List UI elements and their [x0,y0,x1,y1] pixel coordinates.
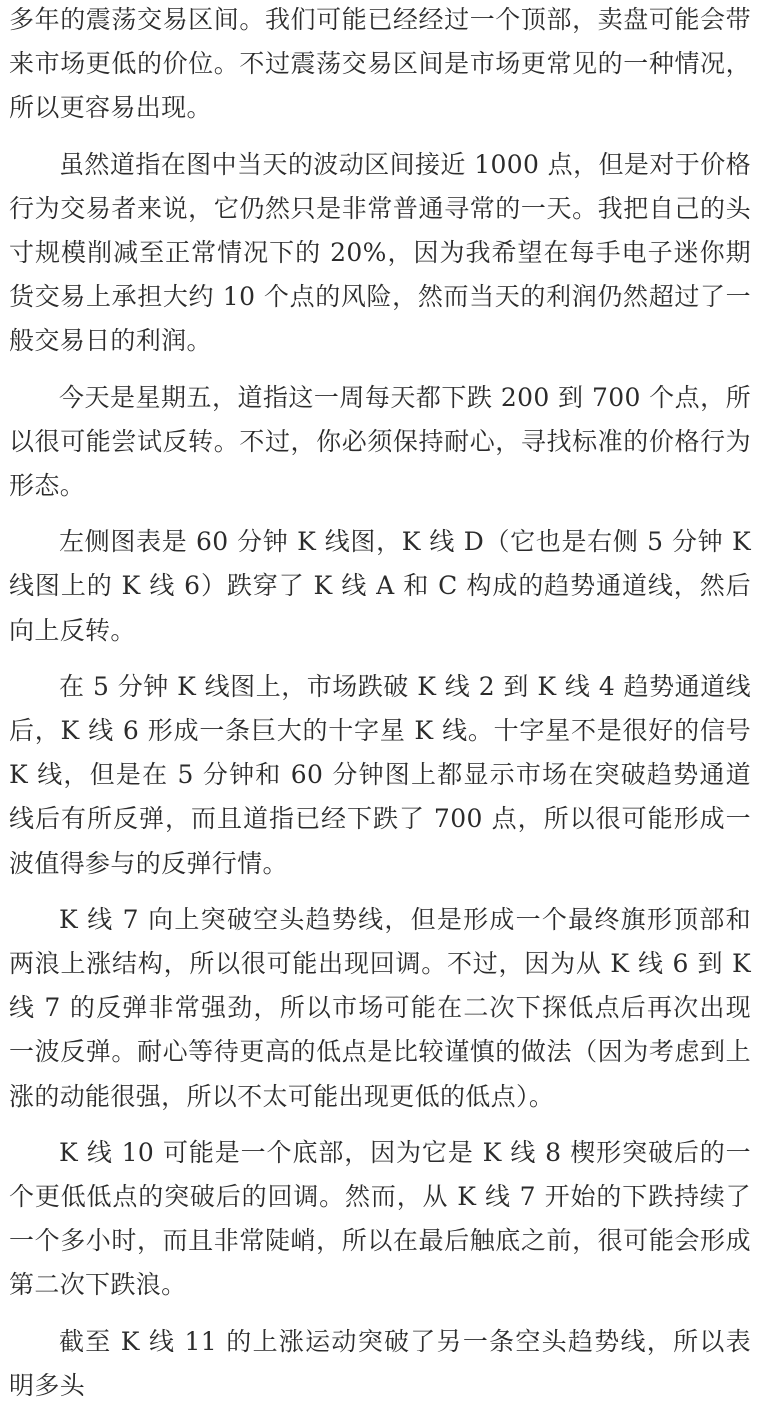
paragraph-3: 今天是星期五，道指这一周每天都下跌 200 到 700 个点，所以很可能尝试反转。不过，你必须保持耐心，寻找标准的价格行为形态。 [9,382,751,500]
paragraph-6: K 线 7 向上突破空头趋势线，但是形成一个最终旗形顶部和两浪上涨结构，所以很可能出现回调。不过，因为从 K 线 6 到 K 线 7 的反弹非常强劲，所以市场可能在二次下探低点后再次出现一波反弹。耐心等待更高的低点是比较谨慎的做法（因为考虑到上涨的动能很强，所以不太可能出现更低的低点）。 [9,904,751,1111]
paragraph-8: 截至 K 线 11 的上涨运动突破了另一条空头趋势线，所以表明多头 [9,1326,751,1400]
paragraph-5: 在 5 分钟 K 线图上，市场跌破 K 线 2 到 K 线 4 趋势通道线后，K 线 6 形成一条巨大的十字星 K 线。十字星不是很好的信号 K 线，但是在 5 分钟和 60 分钟图上都显示市场在突破趋势通道线后有所反弹，而且道指已经下跌了 700 点，所以很可能形成一波值得参与的反弹行情。 [9,671,751,878]
paragraph-1: 多年的震荡交易区间。我们可能已经经过一个顶部，卖盘可能会带来市场更低的价位。不过震荡交易区间是市场更常见的一种情况，所以更容易出现。 [9,5,751,123]
paragraph-4: 左侧图表是 60 分钟 K 线图，K 线 D（它也是右侧 5 分钟 K 线图上的 K 线 6）跌穿了 K 线 A 和 C 构成的趋势通道线，然后向上反转。 [9,527,751,645]
paragraph-2: 虽然道指在图中当天的波动区间接近 1000 点，但是对于价格行为交易者来说，它仍然只是非常普通寻常的一天。我把自己的头寸规模削减至正常情况下的 20%，因为我希望在每手电子迷你期货交易上承担大约 10 个点的风险，然而当天的利润仍然超过了一般交易日的利润。 [9,149,751,356]
paragraph-7: K 线 10 可能是一个底部，因为它是 K 线 8 楔形突破后的一个更低低点的突破后的回调。然而，从 K 线 7 开始的下跌持续了一个多小时，而且非常陡峭，所以在最后触底之前，很可能会形成第二次下跌浪。 [9,1137,751,1300]
page-text [9,0,751,1420]
